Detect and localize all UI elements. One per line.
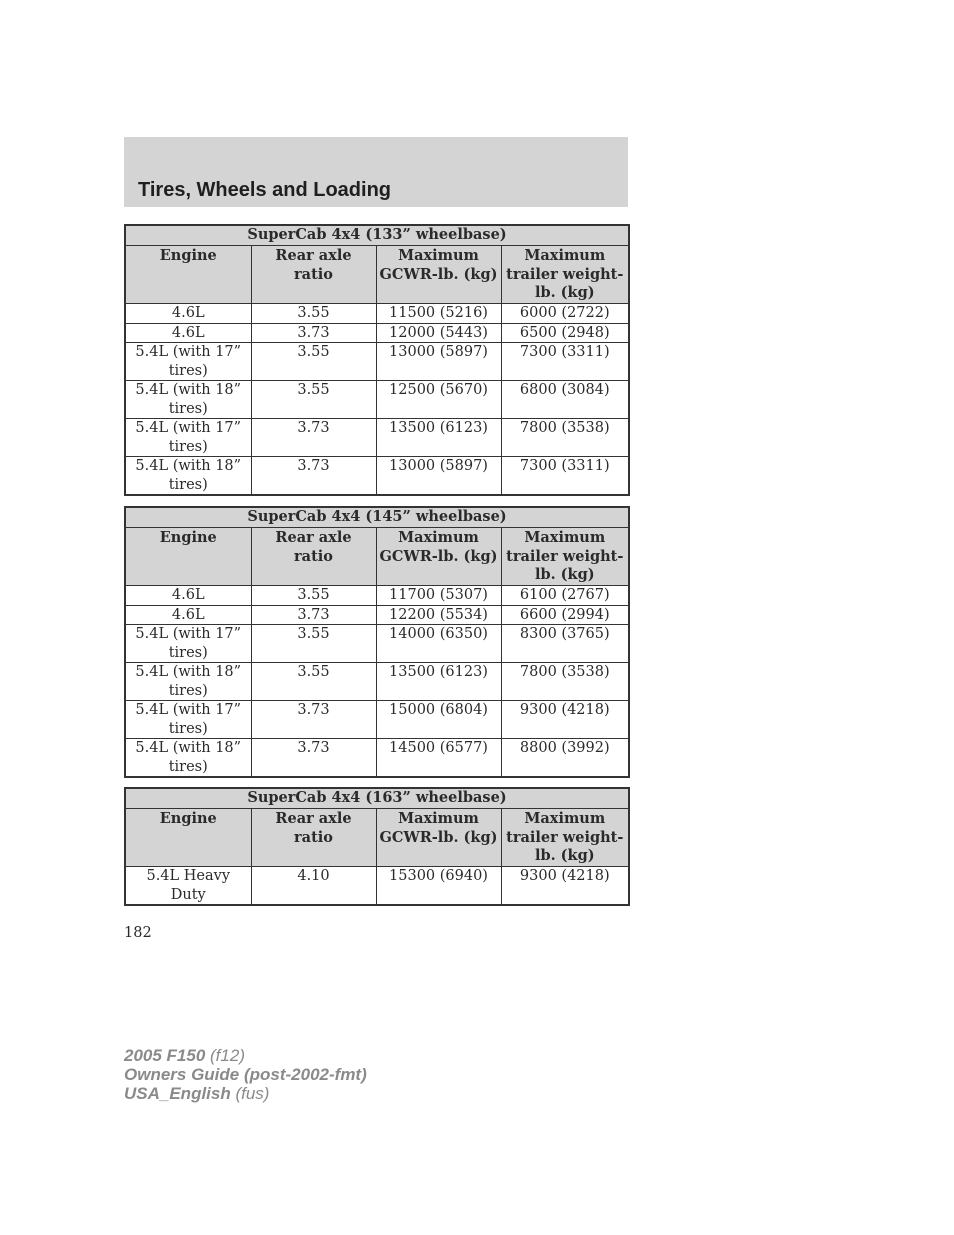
trailer-weight-cell: 7800 (3538) [501, 419, 629, 457]
towing-table-133-wheelbase [124, 224, 630, 496]
trailer-weight-cell: 6500 (2948) [501, 323, 629, 343]
engine-cell: 5.4L (with 18” tires) [125, 739, 251, 778]
trailer-weight-cell: 7800 (3538) [501, 663, 629, 701]
engine-cell: 4.6L [125, 304, 251, 324]
footer-model-code: (f12) [205, 1046, 245, 1065]
engine-cell: 5.4L (with 17” tires) [125, 343, 251, 381]
gcwr-cell: 13000 (5897) [376, 343, 501, 381]
table-row [125, 586, 629, 606]
trailer-weight-cell: 9300 (4218) [501, 867, 629, 906]
table-row [125, 739, 629, 778]
axle-ratio-cell: 3.55 [251, 343, 376, 381]
engine-cell: 4.6L [125, 323, 251, 343]
axle-ratio-cell: 3.55 [251, 304, 376, 324]
column-header-max-gcwr: Maximum GCWR-lb. (kg) [376, 246, 501, 304]
trailer-weight-cell: 6600 (2994) [501, 605, 629, 625]
trailer-weight-cell: 8300 (3765) [501, 625, 629, 663]
table-row [125, 605, 629, 625]
page-number: 182 [124, 925, 152, 941]
axle-ratio-cell: 3.55 [251, 381, 376, 419]
gcwr-cell: 15000 (6804) [376, 701, 501, 739]
gcwr-cell: 12000 (5443) [376, 323, 501, 343]
table-row [125, 867, 629, 906]
towing-table-145-wheelbase [124, 506, 630, 778]
trailer-weight-cell: 9300 (4218) [501, 701, 629, 739]
table-title: SuperCab 4x4 (145” wheelbase) [125, 507, 629, 528]
table-row [125, 701, 629, 739]
footer-locale-code: (fus) [230, 1084, 270, 1103]
gcwr-cell: 11500 (5216) [376, 304, 501, 324]
trailer-weight-cell: 7300 (3311) [501, 343, 629, 381]
footer-line-model [124, 1046, 367, 1065]
engine-cell: 5.4L (with 17” tires) [125, 419, 251, 457]
table-row [125, 663, 629, 701]
section-header-band [124, 137, 628, 207]
footer-line-locale [124, 1084, 367, 1103]
gcwr-cell: 15300 (6940) [376, 867, 501, 906]
axle-ratio-cell: 3.73 [251, 605, 376, 625]
towing-table-163-wheelbase [124, 787, 630, 906]
table-row [125, 304, 629, 324]
gcwr-cell: 13500 (6123) [376, 419, 501, 457]
footer-model: 2005 F150 [124, 1046, 206, 1065]
column-header-rear-axle-ratio: Rear axle ratio [251, 246, 376, 304]
axle-ratio-cell: 3.73 [251, 323, 376, 343]
trailer-weight-cell: 8800 (3992) [501, 739, 629, 778]
engine-cell: 5.4L (with 18” tires) [125, 457, 251, 496]
axle-ratio-cell: 3.55 [251, 663, 376, 701]
engine-cell: 5.4L (with 18” tires) [125, 381, 251, 419]
footer-line-guide [124, 1065, 367, 1084]
column-header-max-gcwr: Maximum GCWR-lb. (kg) [376, 809, 501, 867]
table-title: SuperCab 4x4 (133” wheelbase) [125, 225, 629, 246]
axle-ratio-cell: 3.73 [251, 419, 376, 457]
column-header-rear-axle-ratio: Rear axle ratio [251, 528, 376, 586]
table-title: SuperCab 4x4 (163” wheelbase) [125, 788, 629, 809]
axle-ratio-cell: 3.73 [251, 701, 376, 739]
column-header-engine: Engine [125, 246, 251, 304]
column-header-max-trailer-weight: Maximum trailer weight-lb. (kg) [501, 528, 629, 586]
axle-ratio-cell: 3.73 [251, 739, 376, 778]
trailer-weight-cell: 6100 (2767) [501, 586, 629, 606]
table-row [125, 419, 629, 457]
column-header-rear-axle-ratio: Rear axle ratio [251, 809, 376, 867]
axle-ratio-cell: 3.55 [251, 625, 376, 663]
column-header-engine: Engine [125, 528, 251, 586]
gcwr-cell: 13000 (5897) [376, 457, 501, 496]
column-header-max-trailer-weight: Maximum trailer weight-lb. (kg) [501, 246, 629, 304]
gcwr-cell: 11700 (5307) [376, 586, 501, 606]
engine-cell: 5.4L (with 18” tires) [125, 663, 251, 701]
document-footer [124, 1046, 367, 1103]
gcwr-cell: 13500 (6123) [376, 663, 501, 701]
table-row [125, 457, 629, 496]
gcwr-cell: 12500 (5670) [376, 381, 501, 419]
gcwr-cell: 14500 (6577) [376, 739, 501, 778]
trailer-weight-cell: 6000 (2722) [501, 304, 629, 324]
footer-locale: USA_English [124, 1084, 231, 1103]
engine-cell: 4.6L [125, 586, 251, 606]
footer-guide: Owners Guide (post-2002-fmt) [124, 1065, 367, 1084]
engine-cell: 4.6L [125, 605, 251, 625]
engine-cell: 5.4L (with 17” tires) [125, 701, 251, 739]
column-header-engine: Engine [125, 809, 251, 867]
engine-cell: 5.4L (with 17” tires) [125, 625, 251, 663]
table-row [125, 343, 629, 381]
gcwr-cell: 12200 (5534) [376, 605, 501, 625]
axle-ratio-cell: 4.10 [251, 867, 376, 906]
gcwr-cell: 14000 (6350) [376, 625, 501, 663]
trailer-weight-cell: 6800 (3084) [501, 381, 629, 419]
axle-ratio-cell: 3.55 [251, 586, 376, 606]
section-title: Tires, Wheels and Loading [138, 179, 392, 201]
trailer-weight-cell: 7300 (3311) [501, 457, 629, 496]
table-row [125, 625, 629, 663]
column-header-max-gcwr: Maximum GCWR-lb. (kg) [376, 528, 501, 586]
axle-ratio-cell: 3.73 [251, 457, 376, 496]
engine-cell: 5.4L Heavy Duty [125, 867, 251, 906]
table-row [125, 381, 629, 419]
table-row [125, 323, 629, 343]
column-header-max-trailer-weight: Maximum trailer weight-lb. (kg) [501, 809, 629, 867]
